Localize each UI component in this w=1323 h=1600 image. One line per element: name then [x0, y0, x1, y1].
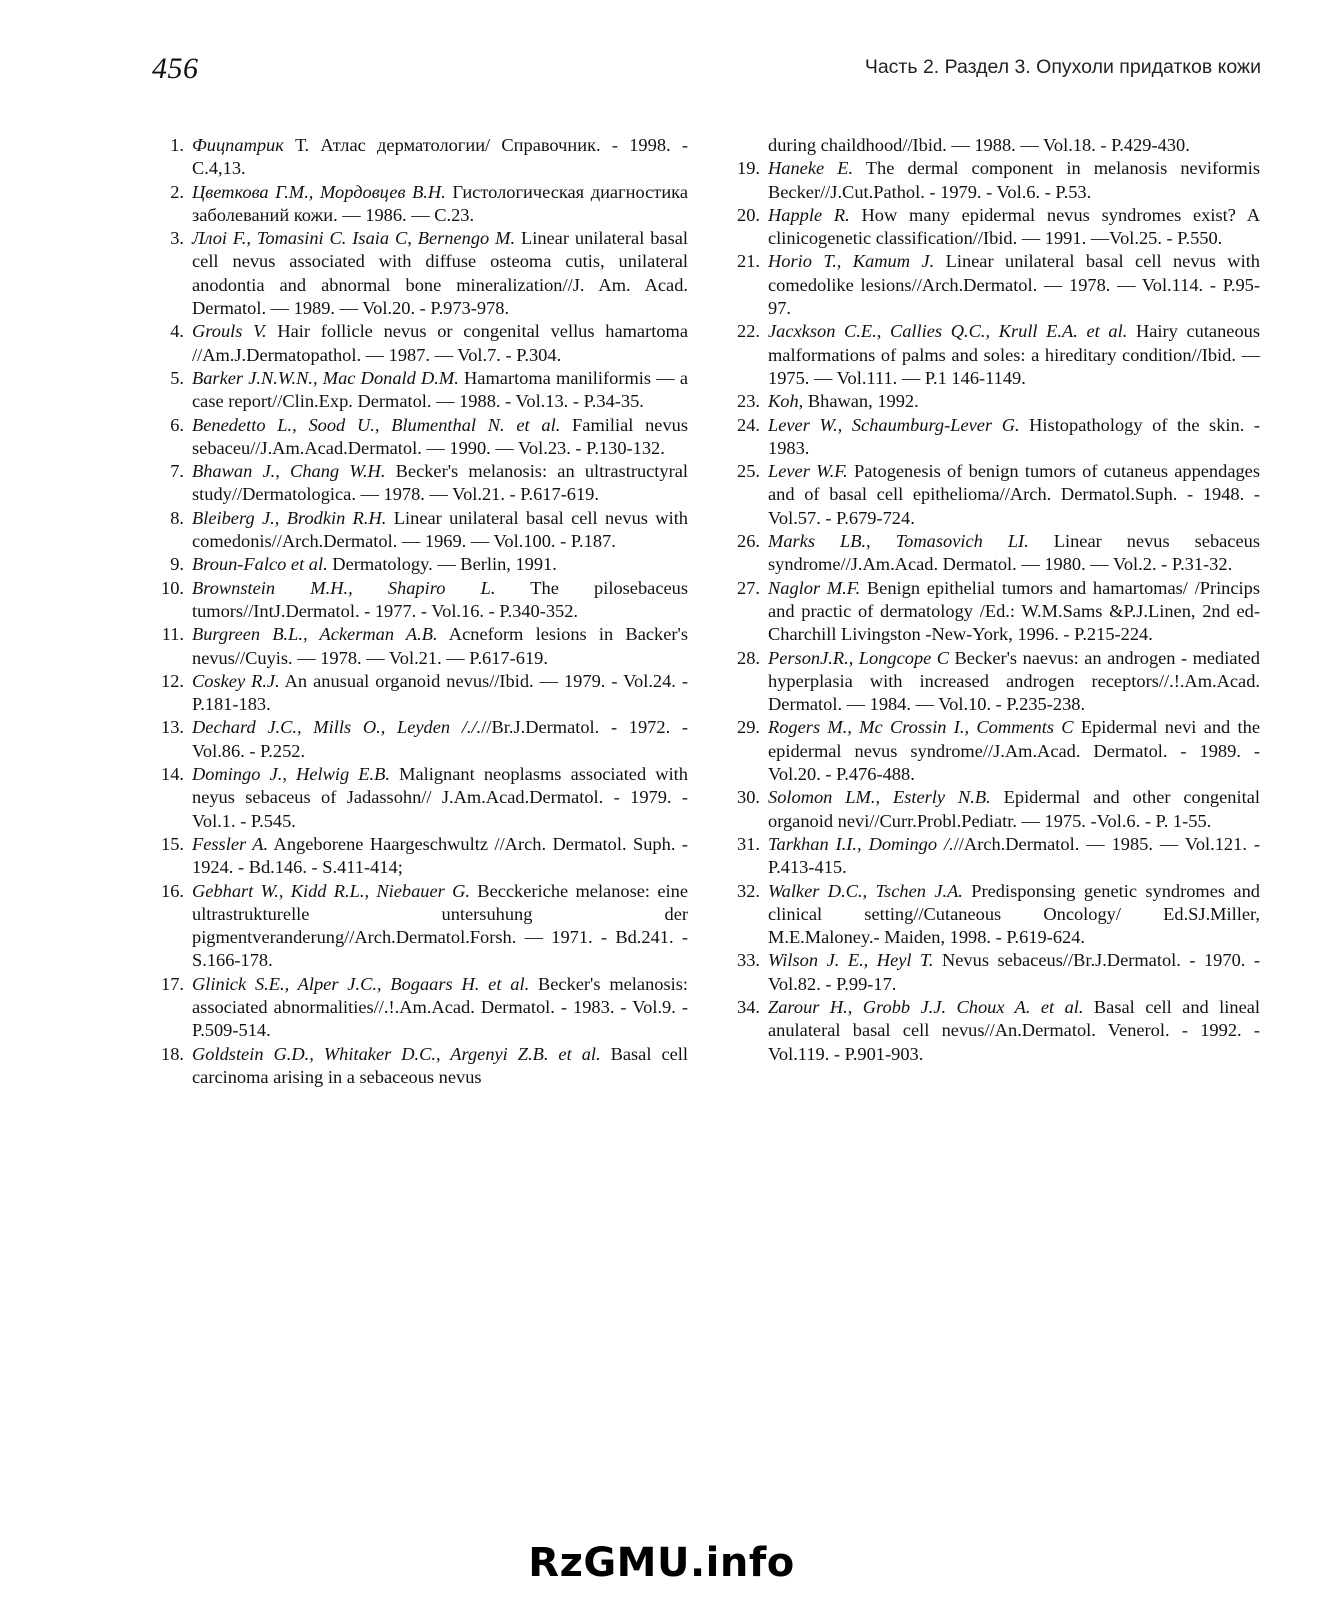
reference-text: How many epidermal nevus syndromes exist? A clinicogenetic classification//Ibid. — 1991. —Vol.25. - P.550. — [768, 204, 1260, 249]
reference-number: 5. — [170, 367, 184, 388]
reference-item — [152, 181, 688, 228]
reference-item — [728, 949, 1260, 996]
reference-text: An anusual organoid nevus//Ibid. — 1979. - Vol.24. - P.181-183. — [192, 670, 689, 715]
reference-item — [152, 460, 688, 507]
reference-number: 29. — [737, 717, 760, 738]
reference-text: The dermal component in melanosis neviformis Becker//J.Cut.Pathol. - 1979. - Vol.6. - P.53. — [768, 158, 1260, 202]
reference-item — [152, 414, 688, 461]
reference-item — [728, 460, 1260, 530]
reference-authors: Goldstein G.D., Whitaker D.C., Argenyi Z.B. et al. — [192, 1043, 601, 1064]
reference-item — [152, 716, 688, 763]
reference-number: 31. — [737, 833, 760, 854]
reference-authors: Tarkhan I.I., Domingo /. — [768, 833, 954, 854]
reference-item — [152, 577, 688, 624]
reference-text: Basal cell and lineal anulateral basal cell nevus//An.Dermatol. Venerol. - 1992. - Vol.119. - P.901-903. — [768, 996, 1261, 1064]
reference-authors: Walker D.C., Tschen J.A. — [768, 880, 963, 901]
reference-authors: Wilson J. E., Heyl T. — [768, 950, 934, 971]
reference-authors: Koh, — [768, 391, 804, 412]
reference-authors: Bleiberg J., Brodkin R.H. — [192, 507, 387, 528]
reference-number: 9. — [170, 554, 184, 575]
references-left-column — [152, 134, 688, 1089]
reference-authors: Lever W.F. — [768, 461, 848, 482]
reference-number: 11. — [161, 624, 184, 645]
reference-authors: Benedetto L., Sood U., Blumenthal N. et al. — [192, 414, 561, 435]
reference-item — [728, 530, 1260, 577]
reference-text: Linear unilateral basal cell nevus associated with diffuse osteoma cutis, unilateral anodontia and abnormal bone mineralization//J. Am. Acad. Dermatol. — 1989. — Vol.20. - P.973-978. — [192, 228, 688, 319]
reference-continuation: during chaildhood//Ibid. — 1988. — Vol.18. - P.429-430. — [768, 135, 1190, 155]
reference-text: Гистологическая диагностика заболеваний кожи. — 1986. — С.23. — [192, 181, 688, 225]
page-number: 456 — [152, 52, 199, 85]
reference-authors: Happle R. — [768, 204, 850, 225]
reference-text: Linear unilateral basal cell nevus with comedolike lesions//Arch.Dermatol. — 1978. — Vol.114. - P.95-97. — [768, 251, 1260, 319]
reference-authors: Gebhart W., Kidd R.L., Niebauer G. — [192, 880, 470, 901]
reference-authors: Burgreen B.L., Ackerman A.B. — [192, 624, 438, 645]
reference-authors: Marks LB., Tomasovich LI. — [768, 531, 1029, 552]
reference-item — [728, 157, 1260, 204]
reference-text: //Arch.Dermatol. — 1985. — Vol.121. - P.413-415. — [768, 833, 1260, 878]
reference-item — [728, 647, 1260, 717]
reference-authors: Lever W., Schaumburg-Lever G. — [768, 414, 1020, 435]
reference-number: 18. — [161, 1043, 184, 1064]
reference-item — [152, 763, 688, 833]
reference-authors: Domingo J., Helwig E.B. — [192, 764, 390, 785]
reference-item — [728, 204, 1260, 251]
reference-text: Acneform lesions in Backer's nevus//Cuyis. — 1978. — Vol.21. — P.617-619. — [192, 624, 688, 668]
reference-item — [152, 880, 688, 973]
reference-number: 6. — [170, 414, 184, 435]
reference-authors: Dechard J.C., Mills O., Leyden /./. — [192, 717, 482, 738]
reference-text: The pilosebaceus tumors//IntJ.Dermatol. - 1977. - Vol.16. - P.340-352. — [192, 577, 689, 621]
reference-number: 7. — [170, 461, 184, 482]
reference-number: 4. — [170, 321, 184, 342]
reference-item — [728, 414, 1260, 461]
reference-text: Becker's melanosis: an ultrastructyral study//Dermatologica. — 1978. — Vol.21. - P.617-619. — [192, 461, 688, 505]
reference-authors: Фицпатрик — [192, 135, 284, 155]
reference-text: Epidermal nevi and the epidermal nevus syndrome//J.Am.Acad. Dermatol. - 1989. - Vol.20. - P.476-488. — [768, 717, 1261, 785]
reference-item — [152, 320, 688, 367]
reference-text: //Br.J.Dermatol. - 1972. - Vol.86. - P.252. — [192, 717, 688, 761]
reference-number: 34. — [737, 996, 760, 1017]
reference-text: Dermatology. — Berlin, 1991. — [327, 554, 557, 575]
reference-item — [728, 577, 1260, 647]
reference-number: 33. — [737, 950, 760, 971]
reference-text: Epidermal and other congenital organoid nevi//Curr.Probl.Pediatr. — 1975. -Vol.6. - P. 1-55. — [768, 787, 1260, 831]
reference-authors: Fessler A. — [192, 833, 269, 854]
reference-text: Basal cell carcinoma arising in a sebaceous nevus — [192, 1043, 688, 1087]
reference-number: 24. — [737, 414, 760, 435]
reference-authors: Haneke E. — [768, 158, 854, 179]
reference-number: 21. — [737, 251, 760, 272]
running-header: Часть 2. Раздел 3. Опухоли придатков кожи — [864, 56, 1261, 78]
reference-authors: Bhawan J., Chang W.H. — [192, 461, 386, 482]
reference-text: Familial nevus sebaceu//J.Am.Acad.Dermatol. — 1990. — Vol.23. - P.130-132. — [192, 414, 688, 458]
reference-number: 25. — [737, 461, 760, 482]
reference-number: 19. — [737, 158, 760, 179]
reference-number: 1. — [170, 135, 184, 155]
reference-authors: Horio T., Kamum J. — [768, 251, 935, 272]
reference-item — [728, 250, 1260, 320]
reference-authors: Zarour H., Grobb J.J. Choux A. et al. — [768, 996, 1084, 1017]
reference-text: Linear nevus sebaceus syndrome//J.Am.Acad. Dermatol. — 1980. — Vol.2. - P.31-32. — [768, 531, 1260, 575]
reference-item — [728, 716, 1260, 786]
reference-authors: Barker J.N.W.N., Mac Donald D.M. — [192, 367, 459, 388]
reference-text: Hairy cutaneous malformations of palms and soles: a hireditary condition//Ibid. — 1975. — Vol.111. — P.1 146-1149. — [768, 321, 1261, 388]
reference-text: Linear unilateral basal cell nevus with comedonis//Arch.Dermatol. — 1969. — Vol.100. - P.187. — [192, 507, 688, 552]
reference-number: 16. — [161, 880, 184, 901]
reference-number: 17. — [161, 973, 184, 994]
reference-item — [152, 973, 688, 1043]
reference-number: 13. — [161, 717, 184, 738]
reference-authors: Jacxkson C.E., Callies Q.C., Krull E.A. et al. — [768, 321, 1128, 342]
reference-text: Predisponsing genetic syndromes and clinical setting//Cutaneous Oncology/ Ed.SJ.Miller, M.E.Maloney.- Maiden, 1998. - P.619-624. — [768, 880, 1260, 948]
reference-number: 23. — [737, 391, 760, 412]
reference-authors: Brownstein M.H., Shapiro L. — [192, 577, 496, 598]
reference-number: 27. — [737, 577, 760, 598]
reference-number: 26. — [737, 531, 760, 552]
reference-item — [152, 670, 688, 717]
reference-authors: Coskey R.J. — [192, 670, 280, 691]
reference-text: Hamartoma maniliformis — a case report//Clin.Exp. Dermatol. — 1988. - Vol.13. - P.34-35. — [192, 367, 688, 412]
reference-item — [152, 833, 688, 880]
reference-item — [152, 507, 688, 554]
reference-number: 22. — [737, 321, 760, 342]
reference-item — [152, 623, 688, 670]
reference-item — [728, 833, 1260, 880]
reference-number: 32. — [737, 880, 760, 901]
reference-item — [152, 1043, 688, 1090]
reference-text: Т. Атлас дерматологии/ Справочник. - 1998. - С.4,13. — [192, 135, 688, 179]
reference-authors: Broun-Falco et al. — [192, 554, 328, 575]
reference-text: Nevus sebaceus//Br.J.Dermatol. - 1970. - Vol.82. - P.99-17. — [768, 950, 1260, 994]
reference-text: Hair follicle nevus or congenital vellus hamartoma //Am.J.Dermatopathol. — 1987. — Vol.7. - P.304. — [192, 321, 688, 365]
reference-authors: Цветкова Г.М., Мордовцев В.Н. — [192, 181, 446, 202]
reference-number: 20. — [737, 204, 760, 225]
site-watermark: RzGMU.info — [528, 1540, 795, 1586]
reference-authors: Ллоi F., Tomasini C. Isaia C, Bernengo M. — [192, 228, 516, 249]
reference-text: Becker's melanosis: associated abnormalities//.!.Am.Acad. Dermatol. - 1983. - Vol.9. - P.509-514. — [192, 973, 689, 1041]
reference-text: Malignant neoplasms associated with neyus sebaceus of Jadassohn// J.Am.Acad.Dermatol. - 1979. - Vol.1. - P.545. — [192, 764, 688, 831]
reference-text: Angeborene Haargeschwultz //Arch. Dermatol. Suph. - 1924. - Bd.146. - S.411-414; — [192, 833, 688, 878]
reference-authors: Rogers M., Mc Crossin I., Comments C — [768, 717, 1074, 738]
reference-item — [152, 367, 688, 414]
reference-item — [152, 227, 688, 320]
reference-number: 3. — [170, 228, 184, 249]
reference-number: 14. — [161, 764, 184, 785]
reference-number: 2. — [170, 181, 184, 202]
reference-item — [728, 320, 1260, 390]
reference-number: 8. — [170, 507, 184, 528]
reference-authors: PersonJ.R., Longcope C — [768, 647, 950, 668]
reference-text: Benign epithelial tumors and hamartomas/ /Princips and practic of dermatology /Ed.: W.M.Sams &P.J.Linen, 2nd ed-Charchill Livingston -New-York, 1996. - P.215-224. — [768, 577, 1261, 645]
reference-number: 12. — [161, 670, 184, 691]
reference-text: Bhawan, 1992. — [803, 391, 919, 412]
reference-text: Becker's naevus: an androgen - mediated hyperplasia with increased androgen receptors//.!.Am.Acad. Dermatol. — 1984. — Vol.10. - P.235-238. — [768, 647, 1260, 715]
references-right-column — [728, 134, 1260, 1066]
reference-item — [728, 390, 1260, 413]
reference-text: Histopathology of the skin. - 1983. — [768, 414, 1261, 458]
reference-number: 15. — [161, 833, 184, 854]
reference-number: 28. — [737, 647, 760, 668]
reference-number: 30. — [737, 787, 760, 808]
reference-number: 10. — [161, 577, 184, 598]
reference-item — [728, 996, 1260, 1066]
reference-authors: Glinick S.E., Alper J.C., Bogaars H. et al. — [192, 973, 530, 994]
reference-item — [728, 880, 1260, 950]
reference-authors: Naglor M.F. — [768, 577, 861, 598]
reference-item — [152, 134, 688, 181]
reference-item — [728, 786, 1260, 833]
reference-text: Becckeriche melanose: eine ultrastrukturelle untersuhung der pigmentveranderung//Arch.Dermatol.Forsh. — 1971. - Bd.241. - S.166-178. — [192, 880, 688, 971]
reference-authors: Solomon LM., Esterly N.B. — [768, 787, 991, 808]
reference-authors: Grouls V. — [192, 321, 267, 342]
reference-item — [152, 553, 688, 576]
reference-text: Patogenesis of benign tumors of cutaneus appendages and of basal cell epithelioma//Arch. Dermatol.Suph. - 1948. - Vol.57. - P.679-724. — [768, 461, 1260, 528]
